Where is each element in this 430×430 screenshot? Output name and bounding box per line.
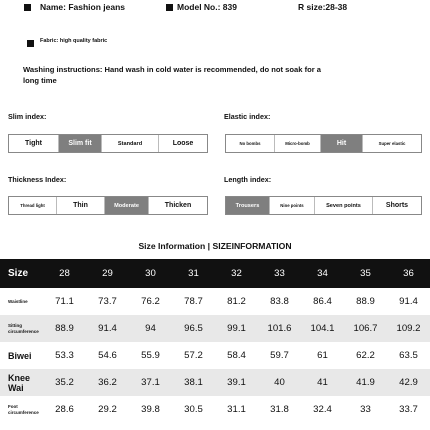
bullet-square-icon: [27, 40, 34, 47]
table-cell: 31.1: [227, 404, 246, 415]
table-cell: 28.6: [55, 404, 74, 415]
row-label: Biwei: [8, 350, 32, 361]
size-header-cell: 32: [215, 259, 258, 288]
size-header-cell: 36: [387, 259, 430, 288]
table-row: [0, 315, 430, 342]
table-cell: 78.7: [184, 296, 203, 307]
table-cell: 33.7: [399, 404, 418, 415]
thickness-option-thread-light: Thread light: [9, 197, 57, 214]
size-header-cell: 28: [43, 259, 86, 288]
thickness-option-thicken: Thicken: [164, 202, 192, 209]
elastic-option-micro-bomb: Micro-bomb: [275, 135, 321, 152]
table-cell: 91.4: [86, 315, 129, 342]
elastic-option-hit: Hit: [321, 135, 363, 152]
table-cell: 41: [301, 369, 344, 396]
size-header-row: [0, 259, 430, 288]
slim-option-standard: Standard: [102, 135, 159, 152]
table-cell: 101.6: [258, 315, 301, 342]
size-header-cell: 30: [129, 259, 172, 288]
slim-option-loose: Loose: [172, 140, 194, 147]
table-cell: 36.2: [86, 369, 129, 396]
table-cell: 40: [258, 369, 301, 396]
row-label: Waistline: [8, 298, 28, 304]
size-range: R size:28-38: [298, 2, 348, 12]
thickness-option-moderate: Moderate: [105, 197, 149, 214]
table-cell: 81.2: [227, 296, 246, 307]
table-cell: 99.1: [215, 315, 258, 342]
table-cell: 71.1: [55, 296, 74, 307]
slim-index-label: Slim index:: [8, 112, 47, 121]
table-cell: 57.2: [184, 350, 203, 361]
table-cell: 29.2: [98, 404, 117, 415]
product-name: Name: Fashion jeans: [40, 2, 126, 12]
thickness-index-label: Thickness Index:: [8, 175, 67, 184]
table-cell: 94: [129, 315, 172, 342]
size-header-cell: 34: [301, 259, 344, 288]
table-cell: 39.8: [141, 404, 160, 415]
fabric-info: Fabric: high quality fabric: [40, 38, 108, 44]
slim-index-scale: [8, 134, 208, 153]
table-cell: 54.6: [98, 350, 117, 361]
table-cell: 33: [360, 404, 371, 415]
table-cell: 73.7: [98, 296, 117, 307]
table-cell: 31.8: [270, 404, 289, 415]
washing-instructions: Washing instructions: Hand wash in cold water is recommended, do not soak for a long time: [23, 65, 322, 85]
table-cell: 63.5: [399, 350, 418, 361]
table-cell: 42.9: [387, 369, 430, 396]
thickness-index-scale: [8, 196, 208, 215]
table-cell: 41.9: [344, 369, 387, 396]
size-header-cell: 31: [172, 259, 215, 288]
table-cell: 104.1: [301, 315, 344, 342]
length-index-scale: [225, 196, 422, 215]
table-row: [0, 342, 430, 369]
table-cell: 106.7: [344, 315, 387, 342]
table-row: [0, 369, 430, 396]
size-header-cell: 33: [258, 259, 301, 288]
table-cell: 83.8: [270, 296, 289, 307]
table-row: [0, 288, 430, 315]
row-label: Knee Wai: [0, 369, 43, 396]
bullet-square-icon: [166, 4, 173, 11]
length-option-trousers: Trousers: [226, 197, 270, 214]
row-label: Sitting circumference: [0, 315, 43, 342]
table-cell: 91.4: [399, 296, 418, 307]
table-cell: 53.3: [55, 350, 74, 361]
table-cell: 88.9: [43, 315, 86, 342]
length-option-nine-points: Nine points: [270, 197, 315, 214]
table-cell: 59.7: [270, 350, 289, 361]
table-cell: 96.5: [172, 315, 215, 342]
elastic-index-label: Elastic index:: [224, 112, 271, 121]
table-cell: 61: [317, 350, 328, 361]
table-cell: 55.9: [141, 350, 160, 361]
table-cell: 62.2: [356, 350, 375, 361]
slim-option-tight: Tight: [9, 135, 59, 152]
size-header-label: Size: [0, 259, 43, 288]
table-cell: 109.2: [387, 315, 430, 342]
size-table-title: Size Information | SIZEINFORMATION: [138, 241, 292, 251]
size-header-cell: 29: [86, 259, 129, 288]
slim-option-slim-fit: Slim fit: [59, 135, 102, 152]
length-option-shorts: Shorts: [385, 202, 409, 209]
elastic-option-super-elastic: Super elastic: [378, 141, 406, 146]
table-cell: 30.5: [184, 404, 203, 415]
row-label: Foot circumference: [8, 403, 39, 415]
table-row: [0, 396, 430, 423]
table-cell: 58.4: [227, 350, 246, 361]
length-index-label: Length index:: [224, 175, 272, 184]
size-table: [0, 259, 430, 423]
table-cell: 76.2: [141, 296, 160, 307]
size-header-cell: 35: [344, 259, 387, 288]
table-cell: 86.4: [313, 296, 332, 307]
model-number: Model No.: 839: [177, 2, 237, 12]
table-cell: 39.1: [215, 369, 258, 396]
elastic-option-no-bombs: No bombs: [226, 135, 275, 152]
table-cell: 32.4: [313, 404, 332, 415]
table-cell: 88.9: [356, 296, 375, 307]
elastic-index-scale: [225, 134, 422, 153]
thickness-option-thin: Thin: [57, 197, 105, 214]
table-cell: 37.1: [129, 369, 172, 396]
bullet-square-icon: [24, 4, 31, 11]
table-cell: 35.2: [43, 369, 86, 396]
table-cell: 38.1: [172, 369, 215, 396]
length-option-seven-points: Seven points: [315, 197, 373, 214]
